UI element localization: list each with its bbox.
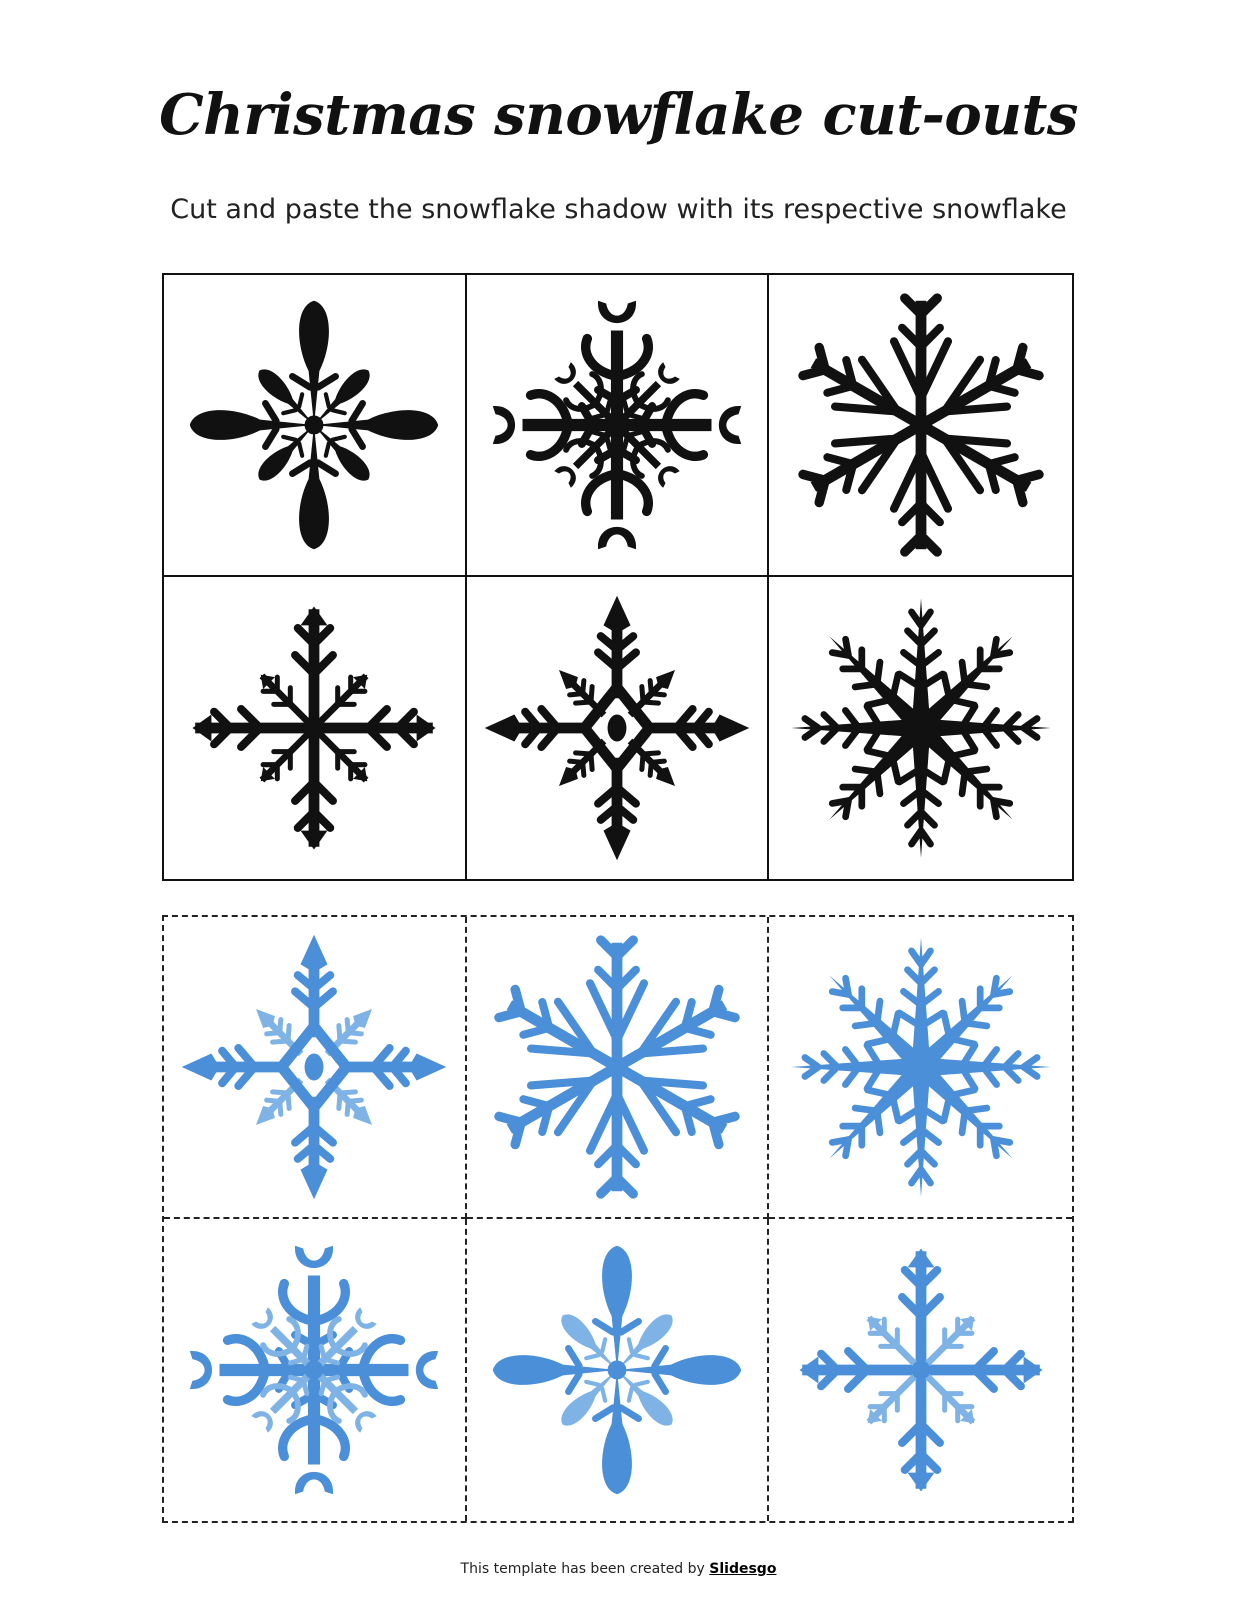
shadow-cell [467, 577, 770, 879]
feathered-star-snowflake-icon [786, 593, 1056, 863]
rounded-petal-snowflake-icon [482, 1235, 752, 1505]
cutout-cell[interactable] [467, 1219, 770, 1521]
shadow-cell [769, 275, 1072, 577]
rounded-petal-snowflake-icon [179, 290, 449, 560]
branched-snowflake-icon [786, 1235, 1056, 1505]
shadow-cell [467, 275, 770, 577]
cutout-cell[interactable] [164, 1219, 467, 1521]
feathered-star-snowflake-icon [786, 932, 1056, 1202]
star-fan-snowflake-icon [786, 290, 1056, 560]
diamond-center-snowflake-icon [482, 593, 752, 863]
cutout-cell[interactable] [769, 917, 1072, 1219]
shadow-cell [769, 577, 1072, 879]
cutout-cell[interactable] [769, 1219, 1072, 1521]
horned-snowflake-icon [179, 1235, 449, 1505]
footer [0, 1561, 1237, 1577]
cutout-grid [162, 915, 1074, 1523]
page-subtitle: Cut and paste the snowflake shadow with its respective snowflake [170, 194, 1067, 225]
footer-credit-text: This template has been created by [460, 1561, 705, 1577]
branched-snowflake-icon [179, 593, 449, 863]
horned-snowflake-icon [482, 290, 752, 560]
diamond-center-snowflake-icon [179, 932, 449, 1202]
shadow-grid [162, 273, 1074, 881]
shadow-cell [164, 275, 467, 577]
shadow-cell [164, 577, 467, 879]
cutout-cell[interactable] [164, 917, 467, 1219]
star-fan-snowflake-icon [482, 932, 752, 1202]
page-title: Christmas snowflake cut-outs [159, 82, 1078, 148]
cutout-cell[interactable] [467, 917, 770, 1219]
slidesgo-link[interactable]: Slidesgo [709, 1561, 777, 1577]
